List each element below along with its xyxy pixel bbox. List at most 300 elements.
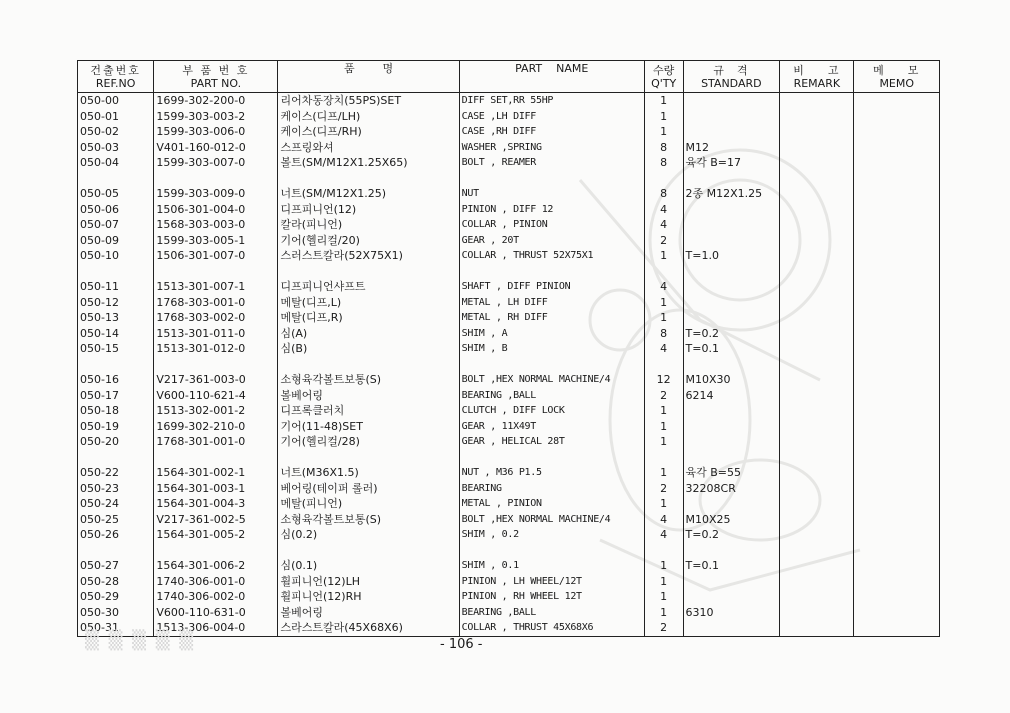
korean-name-cell: 스라스트칼라(45X68X6)	[278, 620, 459, 636]
korean-name-cell: 리어차동장치(55PS)SET	[278, 93, 459, 109]
table-row	[78, 589, 940, 605]
memo-cell	[854, 434, 940, 450]
qty-cell	[644, 450, 683, 466]
qty-cell: 1	[644, 589, 683, 605]
remark-cell	[780, 124, 854, 140]
korean-name-cell	[278, 357, 459, 373]
qty-cell: 2	[644, 620, 683, 636]
header-ref-no	[78, 61, 154, 93]
header-memo-en: MEMO	[879, 76, 915, 90]
ref-no-cell	[78, 357, 154, 373]
standard-cell: 육각 B=55	[683, 465, 780, 481]
table-row	[78, 605, 940, 621]
header-part-no	[154, 61, 278, 93]
standard-cell	[683, 109, 780, 125]
table-row	[78, 140, 940, 156]
korean-name-cell: 메탈(디프,R)	[278, 310, 459, 326]
part-no-cell: 1564-301-006-2	[154, 558, 278, 574]
remark-cell	[780, 496, 854, 512]
ref-no-cell: 050-01	[78, 109, 154, 125]
standard-cell	[683, 403, 780, 419]
qty-cell: 8	[644, 326, 683, 342]
header-std-en: STANDARD	[701, 76, 762, 90]
korean-name-cell: 케이스(디프/RH)	[278, 124, 459, 140]
part-no-cell: 1599-303-003-2	[154, 109, 278, 125]
memo-cell	[854, 465, 940, 481]
qty-cell: 1	[644, 605, 683, 621]
part-name-cell: NUT , M36 P1.5	[459, 465, 644, 481]
table-row	[78, 186, 940, 202]
table-row	[78, 202, 940, 218]
qty-cell: 1	[644, 496, 683, 512]
qty-cell: 8	[644, 186, 683, 202]
part-no-cell	[154, 543, 278, 559]
part-no-cell: 1768-303-001-0	[154, 295, 278, 311]
remark-cell	[780, 93, 854, 109]
table-row	[78, 279, 940, 295]
ref-no-cell: 050-25	[78, 512, 154, 528]
remark-cell	[780, 310, 854, 326]
remark-cell	[780, 186, 854, 202]
part-no-cell: 1699-302-210-0	[154, 419, 278, 435]
korean-name-cell: 스러스트칼라(52X75X1)	[278, 248, 459, 264]
memo-cell	[854, 481, 940, 497]
table-row	[78, 109, 940, 125]
ref-no-cell: 050-29	[78, 589, 154, 605]
qty-cell: 1	[644, 403, 683, 419]
ref-no-cell: 050-15	[78, 341, 154, 357]
header-pname-en: PART NAME	[515, 62, 589, 75]
qty-cell: 8	[644, 155, 683, 171]
standard-cell: 육각 B=17	[683, 155, 780, 171]
standard-cell	[683, 450, 780, 466]
part-no-cell: 1599-303-006-0	[154, 124, 278, 140]
memo-cell	[854, 248, 940, 264]
part-name-cell: PINION , LH WHEEL/12T	[459, 574, 644, 590]
table-row	[78, 295, 940, 311]
ref-no-cell: 050-02	[78, 124, 154, 140]
qty-cell: 12	[644, 372, 683, 388]
part-no-cell: V217-361-002-5	[154, 512, 278, 528]
korean-name-cell: 심(A)	[278, 326, 459, 342]
ref-no-cell: 050-07	[78, 217, 154, 233]
part-name-cell: GEAR , 20T	[459, 233, 644, 249]
part-name-cell: COLLAR , THRUST 52X75X1	[459, 248, 644, 264]
standard-cell	[683, 202, 780, 218]
part-no-cell: 1564-301-003-1	[154, 481, 278, 497]
standard-cell	[683, 233, 780, 249]
part-name-cell: METAL , RH DIFF	[459, 310, 644, 326]
part-name-cell: BOLT , REAMER	[459, 155, 644, 171]
ref-no-cell: 050-19	[78, 419, 154, 435]
memo-cell	[854, 264, 940, 280]
korean-name-cell: 디프피니언샤프트	[278, 279, 459, 295]
qty-cell: 1	[644, 295, 683, 311]
part-no-cell: 1513-302-001-2	[154, 403, 278, 419]
part-name-cell	[459, 171, 644, 187]
table-row	[78, 403, 940, 419]
qty-cell: 1	[644, 124, 683, 140]
standard-cell	[683, 217, 780, 233]
korean-name-cell: 베어링(테이퍼 롤러)	[278, 481, 459, 497]
standard-cell: 6310	[683, 605, 780, 621]
remark-cell	[780, 140, 854, 156]
table-row	[78, 326, 940, 342]
qty-cell: 2	[644, 481, 683, 497]
part-no-cell: V600-110-621-4	[154, 388, 278, 404]
table-row	[78, 124, 940, 140]
korean-name-cell: 너트(M36X1.5)	[278, 465, 459, 481]
table-spacer-row	[78, 543, 940, 559]
remark-cell	[780, 109, 854, 125]
table-row	[78, 217, 940, 233]
korean-name-cell: 스프링와셔	[278, 140, 459, 156]
standard-cell	[683, 574, 780, 590]
part-name-cell: CASE ,RH DIFF	[459, 124, 644, 140]
standard-cell	[683, 93, 780, 109]
table-row	[78, 233, 940, 249]
remark-cell	[780, 171, 854, 187]
part-name-cell: PINION , RH WHEEL 12T	[459, 589, 644, 605]
part-no-cell: V600-110-631-0	[154, 605, 278, 621]
qty-cell: 4	[644, 279, 683, 295]
standard-cell: 6214	[683, 388, 780, 404]
part-no-cell	[154, 171, 278, 187]
memo-cell	[854, 233, 940, 249]
ref-no-cell: 050-17	[78, 388, 154, 404]
standard-cell	[683, 279, 780, 295]
standard-cell	[683, 419, 780, 435]
remark-cell	[780, 605, 854, 621]
memo-cell	[854, 527, 940, 543]
ref-no-cell: 050-05	[78, 186, 154, 202]
part-name-cell	[459, 264, 644, 280]
qty-cell: 1	[644, 248, 683, 264]
remark-cell	[780, 419, 854, 435]
korean-name-cell: 케이스(디프/LH)	[278, 109, 459, 125]
ref-no-cell	[78, 264, 154, 280]
header-remark-ko: 비 고	[793, 63, 841, 77]
table-row	[78, 372, 940, 388]
korean-name-cell: 휠피니언(12)LH	[278, 574, 459, 590]
remark-cell	[780, 465, 854, 481]
remark-cell	[780, 574, 854, 590]
ref-no-cell: 050-20	[78, 434, 154, 450]
qty-cell: 1	[644, 93, 683, 109]
part-no-cell: 1599-303-005-1	[154, 233, 278, 249]
table-row	[78, 481, 940, 497]
part-no-cell: 1513-301-011-0	[154, 326, 278, 342]
ref-no-cell: 050-11	[78, 279, 154, 295]
part-name-cell: COLLAR , THRUST 45X68X6	[459, 620, 644, 636]
remark-cell	[780, 527, 854, 543]
table-row	[78, 155, 940, 171]
korean-name-cell	[278, 450, 459, 466]
part-name-cell: SHIM , B	[459, 341, 644, 357]
remark-cell	[780, 202, 854, 218]
ref-no-cell: 050-06	[78, 202, 154, 218]
standard-cell: T=0.1	[683, 341, 780, 357]
header-ref-en: REF.NO	[95, 76, 136, 90]
memo-cell	[854, 217, 940, 233]
part-name-cell: BEARING	[459, 481, 644, 497]
part-no-cell: 1564-301-002-1	[154, 465, 278, 481]
korean-name-cell: 기어(헬리컬/28)	[278, 434, 459, 450]
qty-cell: 4	[644, 341, 683, 357]
table-row	[78, 558, 940, 574]
ref-no-cell: 050-16	[78, 372, 154, 388]
part-no-cell: V401-160-012-0	[154, 140, 278, 156]
memo-cell	[854, 310, 940, 326]
part-name-cell: METAL , LH DIFF	[459, 295, 644, 311]
header-qty-ko: 수량	[653, 63, 675, 77]
part-name-cell: SHIM , 0.1	[459, 558, 644, 574]
standard-cell	[683, 124, 780, 140]
table-row	[78, 310, 940, 326]
qty-cell: 8	[644, 140, 683, 156]
part-no-cell: V217-361-003-0	[154, 372, 278, 388]
memo-cell	[854, 93, 940, 109]
table-row	[78, 248, 940, 264]
korean-name-cell: 볼베어링	[278, 388, 459, 404]
korean-name-cell	[278, 543, 459, 559]
table-row	[78, 496, 940, 512]
qty-cell: 1	[644, 558, 683, 574]
header-standard	[683, 61, 780, 93]
memo-cell	[854, 419, 940, 435]
page-number: - 106 -	[440, 637, 483, 652]
table-row	[78, 341, 940, 357]
standard-cell	[683, 620, 780, 636]
korean-name-cell: 칼라(피니언)	[278, 217, 459, 233]
part-name-cell: NUT	[459, 186, 644, 202]
part-no-cell: 1564-301-005-2	[154, 527, 278, 543]
ref-no-cell: 050-10	[78, 248, 154, 264]
memo-cell	[854, 326, 940, 342]
part-no-cell: 1513-306-004-0	[154, 620, 278, 636]
memo-cell	[854, 403, 940, 419]
part-name-cell: BOLT ,HEX NORMAL MACHINE/4	[459, 372, 644, 388]
ref-no-cell	[78, 543, 154, 559]
qty-cell: 1	[644, 419, 683, 435]
standard-cell: 32208CR	[683, 481, 780, 497]
part-no-cell: 1740-306-001-0	[154, 574, 278, 590]
part-no-cell: 1513-301-007-1	[154, 279, 278, 295]
remark-cell	[780, 248, 854, 264]
qty-cell: 1	[644, 465, 683, 481]
memo-cell	[854, 295, 940, 311]
qty-cell	[644, 543, 683, 559]
table-row	[78, 574, 940, 590]
remark-cell	[780, 341, 854, 357]
remark-cell	[780, 481, 854, 497]
remark-cell	[780, 434, 854, 450]
qty-cell	[644, 264, 683, 280]
remark-cell	[780, 326, 854, 342]
memo-cell	[854, 388, 940, 404]
memo-cell	[854, 155, 940, 171]
header-remark	[780, 61, 854, 93]
memo-cell	[854, 512, 940, 528]
header-qty-en: Q'TY	[651, 76, 677, 90]
standard-cell	[683, 264, 780, 280]
memo-cell	[854, 140, 940, 156]
table-header-row	[78, 61, 940, 93]
ref-no-cell: 050-23	[78, 481, 154, 497]
qty-cell	[644, 171, 683, 187]
memo-cell	[854, 109, 940, 125]
memo-cell	[854, 372, 940, 388]
qty-cell: 1	[644, 434, 683, 450]
remark-cell	[780, 295, 854, 311]
korean-name-cell	[278, 264, 459, 280]
memo-cell	[854, 171, 940, 187]
part-no-cell: 1768-303-002-0	[154, 310, 278, 326]
memo-cell	[854, 558, 940, 574]
ref-no-cell	[78, 171, 154, 187]
remark-cell	[780, 558, 854, 574]
table-spacer-row	[78, 171, 940, 187]
part-no-cell: 1740-306-002-0	[154, 589, 278, 605]
qty-cell: 1	[644, 310, 683, 326]
memo-cell	[854, 496, 940, 512]
part-name-cell: BOLT ,HEX NORMAL MACHINE/4	[459, 512, 644, 528]
part-no-cell: 1506-301-007-0	[154, 248, 278, 264]
part-name-cell: WASHER ,SPRING	[459, 140, 644, 156]
qty-cell	[644, 357, 683, 373]
korean-name-cell: 심(0.2)	[278, 527, 459, 543]
parts-table-body	[78, 93, 940, 637]
part-name-cell: BEARING ,BALL	[459, 605, 644, 621]
part-no-cell: 1599-303-009-0	[154, 186, 278, 202]
part-no-cell	[154, 450, 278, 466]
header-std-ko: 규 격	[713, 63, 750, 77]
table-row	[78, 527, 940, 543]
bleed-through-text: ▒ ▒ ▒ ▒ ▒	[85, 630, 196, 651]
header-kname-ko: 품 명	[343, 62, 394, 75]
table-spacer-row	[78, 264, 940, 280]
korean-name-cell: 볼트(SM/M12X1.25X65)	[278, 155, 459, 171]
korean-name-cell: 디프피니언(12)	[278, 202, 459, 218]
remark-cell	[780, 233, 854, 249]
qty-cell: 1	[644, 109, 683, 125]
ref-no-cell: 050-30	[78, 605, 154, 621]
ref-no-cell: 050-22	[78, 465, 154, 481]
ref-no-cell: 050-26	[78, 527, 154, 543]
memo-cell	[854, 186, 940, 202]
korean-name-cell: 심(B)	[278, 341, 459, 357]
parts-table	[77, 60, 940, 637]
part-no-cell: 1564-301-004-3	[154, 496, 278, 512]
standard-cell	[683, 357, 780, 373]
standard-cell: T=1.0	[683, 248, 780, 264]
table-spacer-row	[78, 357, 940, 373]
part-name-cell	[459, 543, 644, 559]
remark-cell	[780, 543, 854, 559]
korean-name-cell: 기어(11-48)SET	[278, 419, 459, 435]
header-part-no-en: PART NO.	[190, 76, 242, 90]
header-part-name	[459, 61, 644, 93]
korean-name-cell: 디프록클러치	[278, 403, 459, 419]
memo-cell	[854, 202, 940, 218]
standard-cell	[683, 171, 780, 187]
standard-cell: M12	[683, 140, 780, 156]
table-row	[78, 465, 940, 481]
ref-no-cell: 050-27	[78, 558, 154, 574]
part-name-cell: SHAFT , DIFF PINION	[459, 279, 644, 295]
table-row	[78, 419, 940, 435]
ref-no-cell: 050-13	[78, 310, 154, 326]
standard-cell	[683, 543, 780, 559]
korean-name-cell: 소형육각볼트보통(S)	[278, 372, 459, 388]
table-row	[78, 512, 940, 528]
header-qty	[644, 61, 683, 93]
part-no-cell: 1599-303-007-0	[154, 155, 278, 171]
korean-name-cell	[278, 171, 459, 187]
part-name-cell	[459, 450, 644, 466]
korean-name-cell: 심(0.1)	[278, 558, 459, 574]
ref-no-cell: 050-04	[78, 155, 154, 171]
ref-no-cell: 050-14	[78, 326, 154, 342]
table-row	[78, 620, 940, 636]
korean-name-cell: 메탈(피니언)	[278, 496, 459, 512]
ref-no-cell: 050-00	[78, 93, 154, 109]
header-korean-name	[278, 61, 459, 93]
standard-cell: M10X30	[683, 372, 780, 388]
table-row	[78, 434, 940, 450]
standard-cell: M10X25	[683, 512, 780, 528]
ref-no-cell: 050-24	[78, 496, 154, 512]
memo-cell	[854, 357, 940, 373]
memo-cell	[854, 605, 940, 621]
remark-cell	[780, 155, 854, 171]
qty-cell: 2	[644, 233, 683, 249]
table-spacer-row	[78, 450, 940, 466]
table-row	[78, 93, 940, 109]
header-memo-ko: 메 모	[873, 63, 921, 77]
korean-name-cell: 기어(헬리컬/20)	[278, 233, 459, 249]
ref-no-cell: 050-31	[78, 620, 154, 636]
standard-cell	[683, 434, 780, 450]
part-no-cell	[154, 357, 278, 373]
standard-cell: T=0.2	[683, 527, 780, 543]
ref-no-cell	[78, 450, 154, 466]
qty-cell: 2	[644, 388, 683, 404]
part-name-cell	[459, 357, 644, 373]
memo-cell	[854, 279, 940, 295]
ref-no-cell: 050-03	[78, 140, 154, 156]
remark-cell	[780, 512, 854, 528]
remark-cell	[780, 450, 854, 466]
header-part-no-ko: 부 품 번 호	[182, 63, 250, 77]
memo-cell	[854, 620, 940, 636]
remark-cell	[780, 264, 854, 280]
qty-cell: 4	[644, 527, 683, 543]
korean-name-cell: 소형육각볼트보통(S)	[278, 512, 459, 528]
memo-cell	[854, 574, 940, 590]
part-name-cell: SHIM , A	[459, 326, 644, 342]
ref-no-cell: 050-18	[78, 403, 154, 419]
part-name-cell: SHIM , 0.2	[459, 527, 644, 543]
part-no-cell: 1768-301-001-0	[154, 434, 278, 450]
part-name-cell: PINION , DIFF 12	[459, 202, 644, 218]
part-name-cell: GEAR , HELICAL 28T	[459, 434, 644, 450]
korean-name-cell: 볼베어링	[278, 605, 459, 621]
header-memo	[854, 61, 940, 93]
remark-cell	[780, 217, 854, 233]
standard-cell	[683, 496, 780, 512]
remark-cell	[780, 279, 854, 295]
